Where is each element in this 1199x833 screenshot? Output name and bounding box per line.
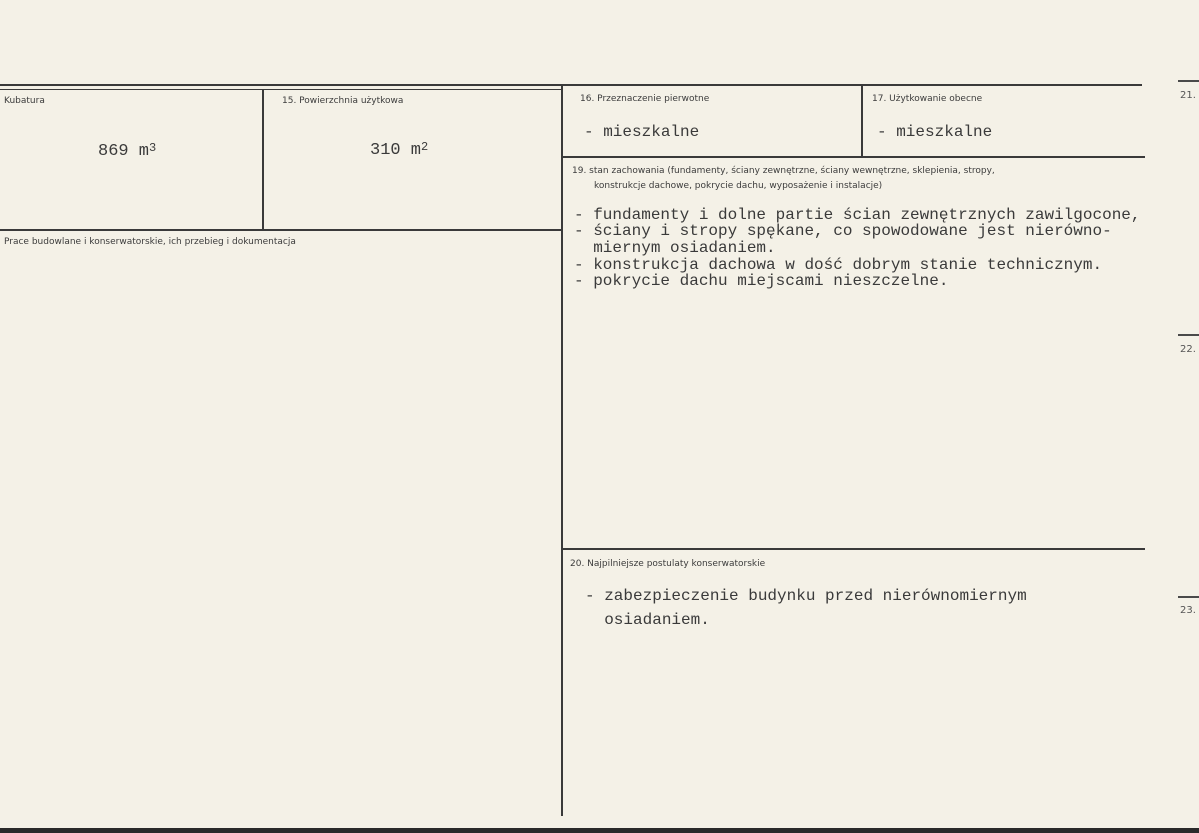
- prace-label: Prace budowlane i konserwatorskie, ich przebieg i dokumentacja: [4, 237, 296, 247]
- stan-label-line2: konstrukcje dachowe, pokrycie dachu, wyposażenie i instalacje): [594, 181, 883, 191]
- stan-line: - fundamenty i dolne partie ścian zewnętrznych zawilgocone,: [574, 206, 1141, 224]
- margin-mark-21: 21.: [1180, 90, 1196, 101]
- stan-label-line1: 19. stan zachowania (fundamenty, ściany zewnętrzne, ściany wewnętrzne, sklepienia, stropy,: [572, 166, 995, 176]
- kubatura-value: 869 $m^3$: [98, 141, 157, 161]
- powierzchnia-value: 310 $m^2$: [370, 140, 429, 160]
- stan-line: - konstrukcja dachowa w dość dobrym stanie technicznym.: [574, 256, 1103, 274]
- margin-mark-23: 23.: [1180, 605, 1196, 616]
- przeznaczenie-label: 16. Przeznaczenie pierwotne: [580, 94, 710, 104]
- margin-tick-22: [1178, 334, 1199, 336]
- top-rule: [0, 84, 1142, 86]
- postulaty-line: osiadaniem.: [585, 611, 710, 629]
- przeznaczenie-value: - mieszkalne: [584, 123, 700, 141]
- top-rule-inner: [0, 89, 563, 90]
- divider-uzytkowanie: [861, 86, 863, 156]
- powierzchnia-unit-exponent: 2: [421, 140, 429, 154]
- uzytkowanie-label: 17. Użytkowanie obecne: [872, 94, 983, 104]
- postulaty-line: - zabezpieczenie budynku przed nierównomiernym: [585, 587, 1027, 605]
- margin-mark-22: 22.: [1180, 344, 1196, 355]
- stan-line: - pokrycie dachu miejscami nieszczelne.: [574, 272, 949, 290]
- rule-above-20: [563, 548, 1145, 550]
- divider-kubatura: [262, 90, 264, 230]
- kubatura-unit-exponent: 3: [149, 141, 157, 155]
- postulaty-label: 20. Najpilniejsze postulaty konserwatorskie: [570, 559, 766, 569]
- margin-tick-23: [1178, 596, 1199, 598]
- page-bottom-edge: [0, 828, 1199, 833]
- stan-line: miernym osiadaniem.: [574, 239, 776, 257]
- uzytkowanie-value: - mieszkalne: [877, 123, 993, 141]
- rule-below-16-17: [563, 156, 1145, 158]
- divider-main: [561, 86, 563, 816]
- kubatura-label: Kubatura: [4, 96, 45, 106]
- powierzchnia-label: 15. Powierzchnia użytkowa: [282, 96, 404, 106]
- stan-line: - ściany i stropy spękane, co spowodowane jest nierówno-: [574, 222, 1112, 240]
- margin-tick-21: [1178, 80, 1199, 82]
- rule-below-kubatura: [0, 229, 563, 231]
